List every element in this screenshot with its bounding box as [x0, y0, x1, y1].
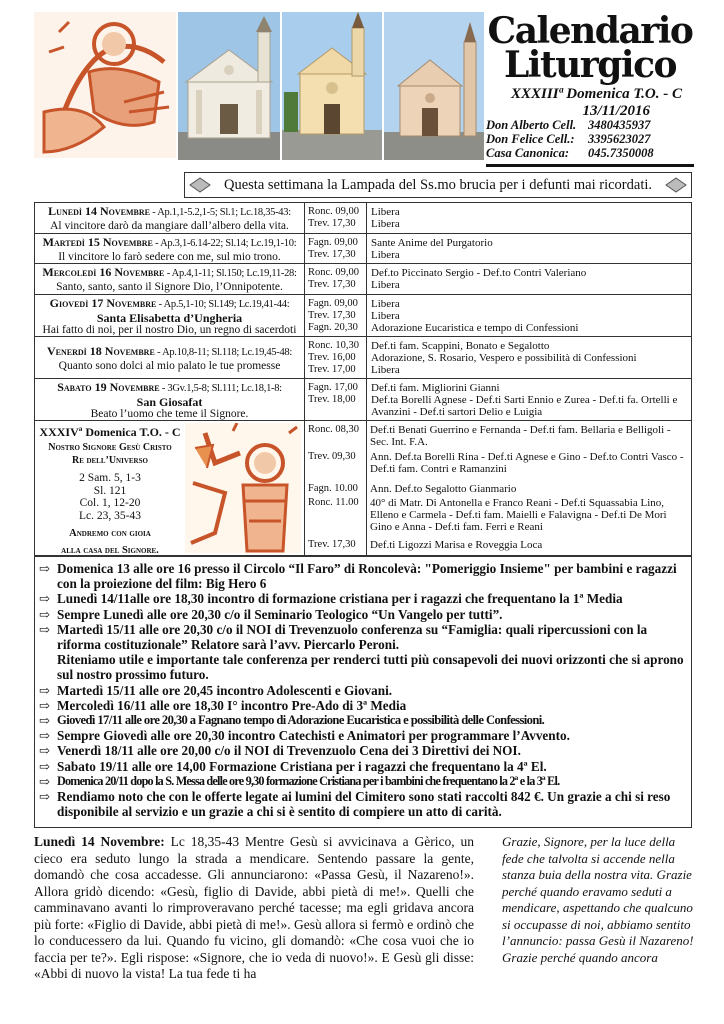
notice-item: [39, 728, 689, 743]
sunday-closing: Andremo con gioia: [69, 528, 151, 539]
mass-times: [305, 264, 367, 294]
mass-time: Ronc. 11.00: [308, 497, 359, 508]
day-readings: - Ap.5,1-10; Sl.149; Lc.19,41-44:: [156, 299, 290, 310]
arrow-icon: ⇨: [39, 728, 50, 744]
arrow-icon: ⇨: [39, 561, 50, 576]
mass-intention: Libera: [371, 218, 400, 230]
day-label: Martedì 15 Novembre: [42, 235, 153, 249]
mass-time: Trev. 16,00: [308, 352, 356, 363]
mass-intention: Libera: [371, 310, 400, 322]
sunday-text: [37, 425, 183, 556]
sunday-feast: Nostro Signore Gesù Cristo: [48, 442, 172, 453]
notice-text: Lunedì 14/11alle ore 18,30 incontro di formazione cristiana per i ragazzi che frequentano la 1ª Media: [57, 591, 623, 607]
day-row-wednesday: [35, 264, 691, 295]
arrow-icon: ⇨: [39, 591, 50, 607]
notice-text: Domenica 20/11 dopo la S. Messa delle ore 9,30 formazione Cristiana per i bambini che frequentano la 2ª e la 3ª El.: [57, 773, 560, 788]
mass-time: Fagn. 10.00: [308, 483, 358, 494]
bulletin-date: 13/11/2016: [582, 103, 650, 119]
mass-time: Trev. 09,30: [308, 451, 356, 462]
mass-time: Trev. 17,30: [308, 539, 356, 550]
notice-item: [39, 774, 689, 789]
mass-intention: Def.to Piccinato Sergio - Def.to Contri Valeriano: [371, 267, 587, 279]
mass-intention: 40° di Matr. Di Antonella e Franco Reani - Def.ti Squassabia Lino, Elleno e Carmela - Def.ti fam. Maielli e Falavigna - Def.ti De Mori Gino e Anna - Def.ti fam. Ferri e Reani: [370, 497, 667, 533]
mass-time: Fagn. 17,00: [308, 382, 358, 393]
mass-intentions: [367, 379, 691, 420]
mass-intention: Libera: [371, 364, 400, 376]
day-readings: - Ap.10,8-11; Sl.118; Lc.19,45-48:: [154, 347, 292, 358]
notice-text: Martedì 15/11 alle ore 20,30 c/o il NOI di Trevenzuolo conferenza su “Famiglia: quali ripercussioni con la riforma costituzionale” Relatore sarà l’avv. Piercarlo Peroni.: [57, 621, 648, 653]
mass-intention: Adorazione, S. Rosario, Vespero e possibilità di Confessioni: [371, 352, 637, 364]
contact-row: [486, 118, 696, 132]
day-verse: Santo, santo, santo il Signore Dio, l’Onnipotente.: [56, 280, 283, 293]
contacts: [486, 118, 696, 160]
gospel-lead: Lunedì 14 Novembre:: [34, 834, 165, 849]
gospel-body: Lc 18,35-43 Mentre Gesù si avvicinava a Gèrico, un cieco era seduto lungo la strada a mendicare. Sentendo passare la gente, domandò che cosa accadesse. Gli annunciarono: «Passa Gesù, il Nazareno!». Allora gridò dicendo: «Gesù, figlio di Davide, abbi pietà di me!». Quelli che camminavano avanti lo rimproveravano perché tacesse; ma egli gridava ancora più forte: «Figlio di Davide, abbi pietà di me!». Gesù allora si fermò e ordinò che lo conducessero da lui. Quando fu vicino, gli domandò: «Che cosa vuoi che io faccia per te?». Egli rispose: «Signore, che io veda di nuovo!». E Gesù gli disse: «Abbi di nuovo la vista! La tua fede ti ha: [34, 834, 474, 981]
day-verse: Hai fatto di noi, per il nostro Dio, un regno di sacerdoti: [42, 324, 297, 336]
mass-intention: Libera: [371, 249, 400, 261]
arrow-icon: ⇨: [39, 789, 50, 805]
mass-time: Fagn. 09,00: [308, 237, 358, 248]
arrow-icon: ⇨: [39, 606, 50, 622]
day-row-friday: [35, 337, 691, 379]
church-photo-2: [282, 12, 382, 160]
mass-intentions: [367, 337, 691, 378]
mass-intentions: [367, 421, 691, 555]
notice-item: [39, 607, 689, 622]
day-cell: [35, 264, 305, 294]
mass-time: Trev. 17,30: [308, 279, 356, 290]
day-readings: - Ap.3,1-6.14-22; Sl.14; Lc.19,1-10:: [152, 238, 297, 249]
contact-value: 3480435937: [588, 118, 651, 132]
notice-text: Giovedì 17/11 alle ore 20,30 a Fagnano tempo di Adorazione Eucaristica e possibilità delle Confessioni.: [57, 713, 545, 728]
day-label: Lunedì 14 Novembre: [48, 204, 150, 218]
mass-time: Fagn. 20,30: [308, 322, 358, 333]
arrow-icon: ⇨: [39, 697, 50, 713]
sunday-closing: alla casa del Signore.: [61, 545, 159, 556]
day-row-tuesday: [35, 234, 691, 264]
day-label: Venerdì 18 Novembre: [47, 344, 155, 358]
mass-intention: Ann. Def.ta Borelli Rina - Def.ti Agnese e Gino - Def.to Contri Vasco - Def.ti fam. Contri e Ramanzini: [370, 451, 684, 475]
arrow-icon: ⇨: [39, 743, 50, 759]
day-cell: [35, 379, 305, 420]
notice-item: [39, 713, 689, 728]
notice-item: [39, 759, 689, 774]
mass-time: Trev. 17,00: [308, 364, 356, 375]
mass-intentions: [367, 203, 691, 233]
diamond-icon: [665, 177, 687, 193]
sunday-cell: [35, 421, 305, 555]
mass-intention: Libera: [371, 279, 400, 291]
mass-intention: Def.ti fam. Migliorini Gianni: [371, 382, 500, 394]
notice-text: Venerdì 18/11 alle ore 20,00 c/o il NOI di Trevenzuolo Cena dei 3 Direttivi dei NOI.: [57, 743, 521, 759]
diamond-icon: [189, 177, 211, 193]
mass-times: [305, 203, 367, 233]
arrow-spacer: [39, 652, 57, 682]
mass-times: [305, 295, 367, 336]
day-verse: Al vincitore darò da mangiare dall’albero della vita.: [50, 219, 289, 232]
mass-intention: Libera: [371, 206, 400, 218]
day-cell: [35, 337, 305, 378]
contact-value: 3395623027: [588, 132, 651, 146]
day-cell: [35, 203, 305, 233]
contact-row: [486, 146, 696, 160]
contact-row: [486, 132, 696, 146]
day-heading: [37, 266, 302, 281]
lamp-text: Questa settimana la Lampada del Ss.mo brucia per i defunti mai ricordati.: [223, 176, 652, 193]
notice-text: Domenica 13 alle ore 16 presso il Circolo “Il Faro” di Roncolevà: "Pomeriggio Insieme" per bambini e ragazzi con la proiezione del film: Big Hero 6: [57, 561, 677, 592]
mass-time: Trev. 17,30: [308, 218, 356, 229]
christ-king-illustration-icon: [185, 423, 301, 553]
notice-item: [39, 698, 689, 713]
notice-text: Riteniamo utile e importante tale conferenza per renderci tutti più consapevoli dei nuovi orizzonti che si aprono sul nostro prossimo futuro.: [57, 652, 684, 683]
contact-label: Casa Canonica:: [486, 146, 570, 160]
notices-box: [34, 556, 692, 828]
mass-time: Trev. 17,30: [308, 249, 356, 260]
mass-times: [305, 234, 367, 263]
day-saint: San Giosafat: [136, 394, 203, 409]
notice-text: Mercoledì 16/11 alle ore 18,30 I° incontro Pre-Ado di 3ª Media: [57, 697, 407, 713]
notice-item: [39, 622, 689, 652]
notice-text: Sempre Lunedì alle ore 20,30 c/o il Seminario Teologico “Un Vangelo per tutti”.: [57, 606, 503, 622]
notices-list: [39, 561, 689, 819]
day-heading: [37, 297, 302, 312]
lamp-banner: [184, 172, 692, 198]
mass-intention: Sante Anime del Purgatorio: [371, 237, 493, 249]
jesus-illustration-icon: [34, 12, 176, 158]
sunday-feast: Re dell’Universo: [72, 455, 148, 466]
mass-time: Ronc. 09,00: [308, 206, 360, 217]
arrow-icon: ⇨: [39, 758, 50, 774]
day-readings: - Ap.4,1-11; Sl.150; Lc.19,11-28:: [164, 268, 297, 279]
day-verse: Il vincitore lo farò sedere con me, sul mio trono.: [58, 250, 281, 263]
mass-intentions: [367, 295, 691, 336]
title-block: [486, 10, 694, 120]
day-row-thursday: [35, 295, 691, 337]
day-readings: - Ap.1,1-5.2,1-5; Sl.1; Lc.18,35-43:: [149, 207, 291, 218]
day-cell: [35, 234, 305, 263]
gospel-text: [34, 834, 474, 983]
arrow-icon: ⇨: [39, 773, 50, 789]
day-row-saturday: [35, 379, 691, 421]
mass-time: Trev. 18,00: [308, 394, 356, 405]
reading: Lc. 23, 35-43: [79, 509, 141, 522]
day-label: Giovedì 17 Novembre: [49, 296, 157, 310]
day-label: Mercoledì 16 Novembre: [42, 265, 165, 279]
day-row-monday: [35, 203, 691, 234]
mass-intention: Def.ti Benati Guerrino e Fernanda - Def.ti fam. Bellaria e Belligoli - Sec. Int. F.A.: [370, 424, 671, 448]
reading: Col. 1, 12-20: [79, 497, 141, 509]
notice-item: [39, 652, 689, 682]
notice-item: [39, 789, 689, 819]
mass-time: Ronc. 10,30: [308, 340, 360, 351]
day-heading: [37, 345, 302, 360]
mass-times: [305, 337, 367, 378]
mass-time: Trev. 17,30: [308, 310, 356, 321]
mass-times: [305, 379, 367, 420]
sunday-name: XXXIIIª Domenica T.O. - C: [511, 86, 682, 102]
day-verse: Quanto sono dolci al mio palato le tue promesse: [58, 359, 281, 372]
mass-intentions: [367, 234, 691, 263]
day-heading: [37, 205, 302, 220]
day-label: Sabato 19 Novembre: [57, 380, 160, 394]
notice-item: [39, 561, 689, 591]
calendar-table: [34, 202, 692, 556]
mass-times: [305, 421, 367, 555]
notice-item: [39, 683, 689, 698]
mass-time: Ronc. 08,30: [308, 424, 360, 435]
day-cell: [35, 295, 305, 336]
day-heading: [37, 236, 302, 251]
sunday-readings: [37, 472, 183, 522]
prayer-text: Grazie, Signore, per la luce della fede che talvolta si accende nella stanza buia della nostra vita. Grazie perché quando eravamo seduti a mendicare, aspettando che qualcuno si occupasse di noi, abbiamo sentito l’annuncio: passa Gesù il Nazareno! Grazie perché quando ancora: [502, 834, 694, 965]
title-line2: Liturgico: [503, 44, 677, 86]
notice-item: [39, 591, 689, 606]
header: [34, 12, 694, 170]
mass-time: Ronc. 09,00: [308, 267, 360, 278]
mass-intention: Adorazione Eucaristica e tempo di Confessioni: [371, 322, 579, 334]
mass-intention: Def.ta Borelli Agnese - Def.ti Sarti Ennio e Zurea - Def.ti fa. Ortelli e Avanzini - Def.ti sartori Delio e Luigia: [371, 394, 678, 418]
reading: Sl. 121: [93, 484, 127, 497]
notice-text: Martedì 15/11 alle ore 20,45 incontro Adolescenti e Giovani.: [57, 682, 393, 698]
mass-time: Fagn. 09,00: [308, 298, 358, 309]
mass-intentions: [367, 264, 691, 294]
notice-text: Rendiamo noto che con le offerte legate ai lumini del Cimitero sono stati raccolti 842 €. Un grazie a chi si reso disponibile al servizio e un grazie a chi si è sentito di compiere un atto di carità.: [57, 789, 671, 820]
day-verse: Beato l’uomo che teme il Signore.: [90, 408, 249, 420]
notice-item: [39, 743, 689, 758]
reading: 2 Sam. 5, 1-3: [79, 472, 141, 484]
mass-intention: Ann. Def.to Segalotto Gianmario: [370, 483, 517, 495]
mass-intention: Def.ti fam. Scappini, Bonato e Segalotto: [371, 340, 550, 352]
sunday-title: XXXIVª Domenica T.O. - C: [39, 425, 181, 439]
title-line1: Calendario: [487, 10, 693, 52]
arrow-icon: ⇨: [39, 621, 50, 637]
notice-text: Sempre Giovedì alle ore 20,30 incontro Catechisti e Animatori per programmare l’Avvento.: [57, 728, 570, 744]
arrow-icon: ⇨: [39, 713, 50, 729]
mass-intention: Def.ti Ligozzi Marisa e Roveggia Loca: [370, 539, 543, 551]
church-photo-1: [178, 12, 280, 160]
contact-label: Don Felice Cell.:: [486, 132, 575, 146]
arrow-icon: ⇨: [39, 682, 50, 698]
notice-text: Sabato 19/11 alle ore 14,00 Formazione Cristiana per i ragazzi che frequentano la 4ª El.: [57, 758, 547, 774]
day-readings: - 3Gv.1,5-8; Sl.111; Lc.18,1-8:: [159, 383, 282, 394]
contact-label: Don Alberto Cell.: [486, 118, 577, 132]
day-row-sunday: [35, 421, 691, 555]
church-photo-3: [384, 12, 484, 160]
day-saint: Santa Elisabetta d’Ungheria: [96, 310, 243, 325]
mass-intention: Libera: [371, 298, 400, 310]
header-divider: [486, 164, 694, 167]
day-heading: [37, 381, 302, 396]
contact-value: 045.7350008: [588, 146, 654, 160]
